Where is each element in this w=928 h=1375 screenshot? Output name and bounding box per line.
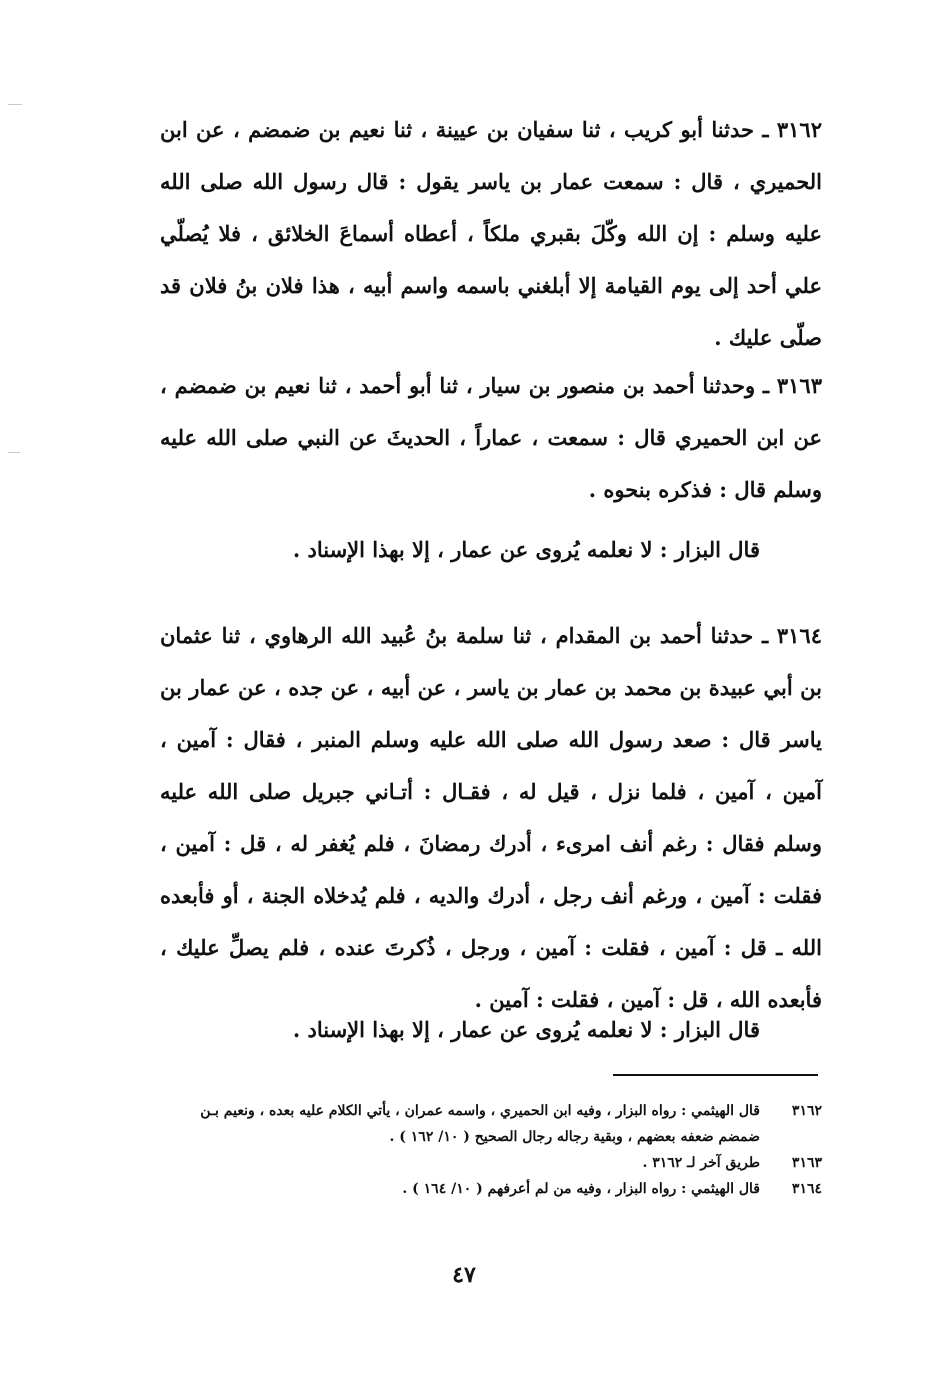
- footnotes: [160, 1098, 822, 1202]
- footnote-divider: [613, 1074, 818, 1076]
- hadith-3164-block: [160, 610, 822, 1026]
- footnote-text: طريق آخر لـ ٣١٦٢ .: [642, 1155, 760, 1171]
- hadith-3162: ٣١٦٢ ـ حدثنا أبو كريب ، ثنا سفيان بن عيينة ، ثنا نعيم بن ضمضم ، عن ابن الحميري ، قال : سمعت عمار بن ياسر يقول : قال رسول الله صلى الله عليه وسلم : إن الله وكّلَ بقبري ملكاً ، أعطاه أسماعَ الخلائق ، فلا يُصلّي علي أحد إلى يوم القيامة إلا أبلغني باسمه واسم أبيه ، هذا فلان بنُ فلان قد صلّى عليك .: [160, 117, 822, 350]
- hadith-3164: ٣١٦٤ ـ حدثنا أحمد بن المقدام ، ثنا سلمة بنُ عُبيد الله الرهاوي ، ثنا عثمان بن أبي عبيدة بن محمد بن عمار بن ياسر ، عن أبيه ، عن جده ، عن عمار بن ياسر قال : صعد رسول الله صلى الله عليه وسلم المنبر ، فقال : آمين ، آمين ، آمين ، فلما نزل ، قيل له ، فقـال : أتـاني جبريل صلى الله عليه وسلم فقال : رغم أنف امرىء ، أدرك رمضانَ ، فلم يُغفر له ، قل : آمين ، فقلت : آمين ، ورغم أنف رجل ، أدرك والديه ، فلم يُدخلاه الجنة ، أو فأبعده الله ـ قل : آمين ، فقلت : آمين ، ورجل ، ذُكرتَ عنده ، فلم يصلِّ عليك ، فأبعده الله ، قل : آمين ، فقلت : آمين .: [160, 623, 822, 1012]
- footnote-number: ٣١٦٤: [791, 1181, 822, 1197]
- hadith-3163: ٣١٦٣ ـ وحدثنا أحمد بن منصور بن سيار ، ثنا أبو أحمد ، ثنا نعيم بن ضمضم ، عن ابن الحميري قال : سمعت ، عماراً ، الحديثَ عن النبي صلى الله عليه وسلم قال : فذكره بنحوه .: [160, 373, 822, 502]
- footnote-text: قال الهيثمي : رواه البزار ، وفيه من لم أعرفهم ( ١٠/ ١٦٤ ) .: [402, 1181, 760, 1197]
- scan-artifact: [8, 104, 22, 105]
- bazzar-note-2: قال البزار : لا نعلمه يُروى عن عمار ، إلا بهذا الإسناد .: [292, 1017, 760, 1042]
- footnote-3162: [160, 1098, 822, 1150]
- footnote-3164: [160, 1176, 822, 1202]
- scan-artifact: [8, 452, 20, 453]
- footnote-number: ٣١٦٣: [791, 1155, 822, 1171]
- hadith-3162-block: [160, 104, 822, 364]
- hadith-3163-block: [160, 360, 822, 516]
- page-number: ٤٧: [452, 1262, 476, 1288]
- footnote-text: قال الهيثمي : رواه البزار ، وفيه ابن الحميري ، واسمه عمران ، يأتي الكلام عليه بعده ، ونعيم بـن ضمضم ضعفه بعضهم ، وبقية رجاله رجال الصحيح ( ١٠/ ١٦٢ ) .: [200, 1103, 760, 1145]
- footnote-number: ٣١٦٢: [791, 1103, 822, 1119]
- footnote-3163: [160, 1150, 822, 1176]
- bazzar-note-1: قال البزار : لا نعلمه يُروى عن عمار ، إلا بهذا الإسناد .: [292, 537, 760, 562]
